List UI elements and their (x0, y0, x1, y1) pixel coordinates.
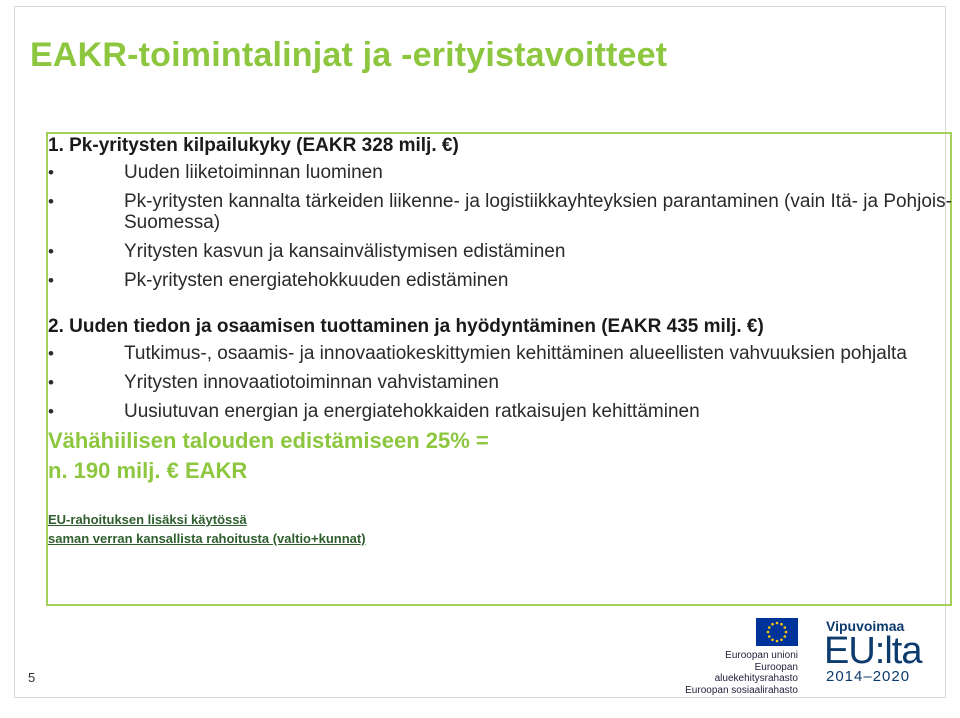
eu-flag-icon (756, 618, 798, 646)
slide-title: EAKR-toimintalinjat ja -erityistavoitteet (30, 36, 668, 74)
list-item: • Uuden liiketoiminnan luominen (88, 162, 952, 183)
eu-line-1: Euroopan unioni (725, 650, 798, 661)
list-item: • Pk-yritysten kannalta tärkeiden liikenne- ja logistiikkayhteyksien parantaminen (vain Itä- ja Pohjois-Suomessa) (88, 191, 952, 233)
note-line-1: EU-rahoituksen lisäksi käytössä (48, 512, 247, 527)
highlight-line-1: Vähähiilisen talouden edistämiseen 25% = (48, 428, 489, 453)
highlight-line-2: n. 190 milj. € EAKR (48, 458, 248, 483)
program-years: 2014–2020 (826, 668, 911, 685)
list-item: • Yritysten kasvun ja kansainvälistymisen edistäminen (88, 241, 952, 262)
page-number: 5 (28, 670, 36, 685)
section1-list (88, 162, 952, 291)
list-item: • Uusiutuvan energian ja energiatehokkaiden ratkaisujen kehittäminen (88, 401, 952, 422)
section2-list (88, 343, 952, 422)
eu-line-3: Euroopan sosiaalirahasto (685, 684, 798, 696)
eu-funding-text (670, 650, 798, 696)
section1-heading: 1. Pk-yritysten kilpailukyky (EAKR 328 milj. €) (48, 135, 459, 156)
program-name: Vipuvoimaa (826, 618, 905, 634)
note-line-2: saman verran kansallista rahoitusta (valtio+kunnat) (48, 531, 366, 546)
eu-line-2: Euroopan aluekehitysrahasto (714, 661, 798, 684)
list-item: • Yritysten innovaatiotoiminnan vahvistaminen (88, 372, 952, 393)
list-item: • Pk-yritysten energiatehokkuuden edistäminen (88, 270, 952, 291)
list-item: • Tutkimus-, osaamis- ja innovaatiokeskittymien kehittäminen alueellisten vahvuuksien pohjalta (88, 343, 952, 364)
program-eu: EU:lta (824, 630, 922, 672)
content-text (48, 132, 952, 548)
section2-heading: 2. Uuden tiedon ja osaamisen tuottaminen ja hyödyntäminen (EAKR 435 milj. €) (48, 316, 764, 337)
